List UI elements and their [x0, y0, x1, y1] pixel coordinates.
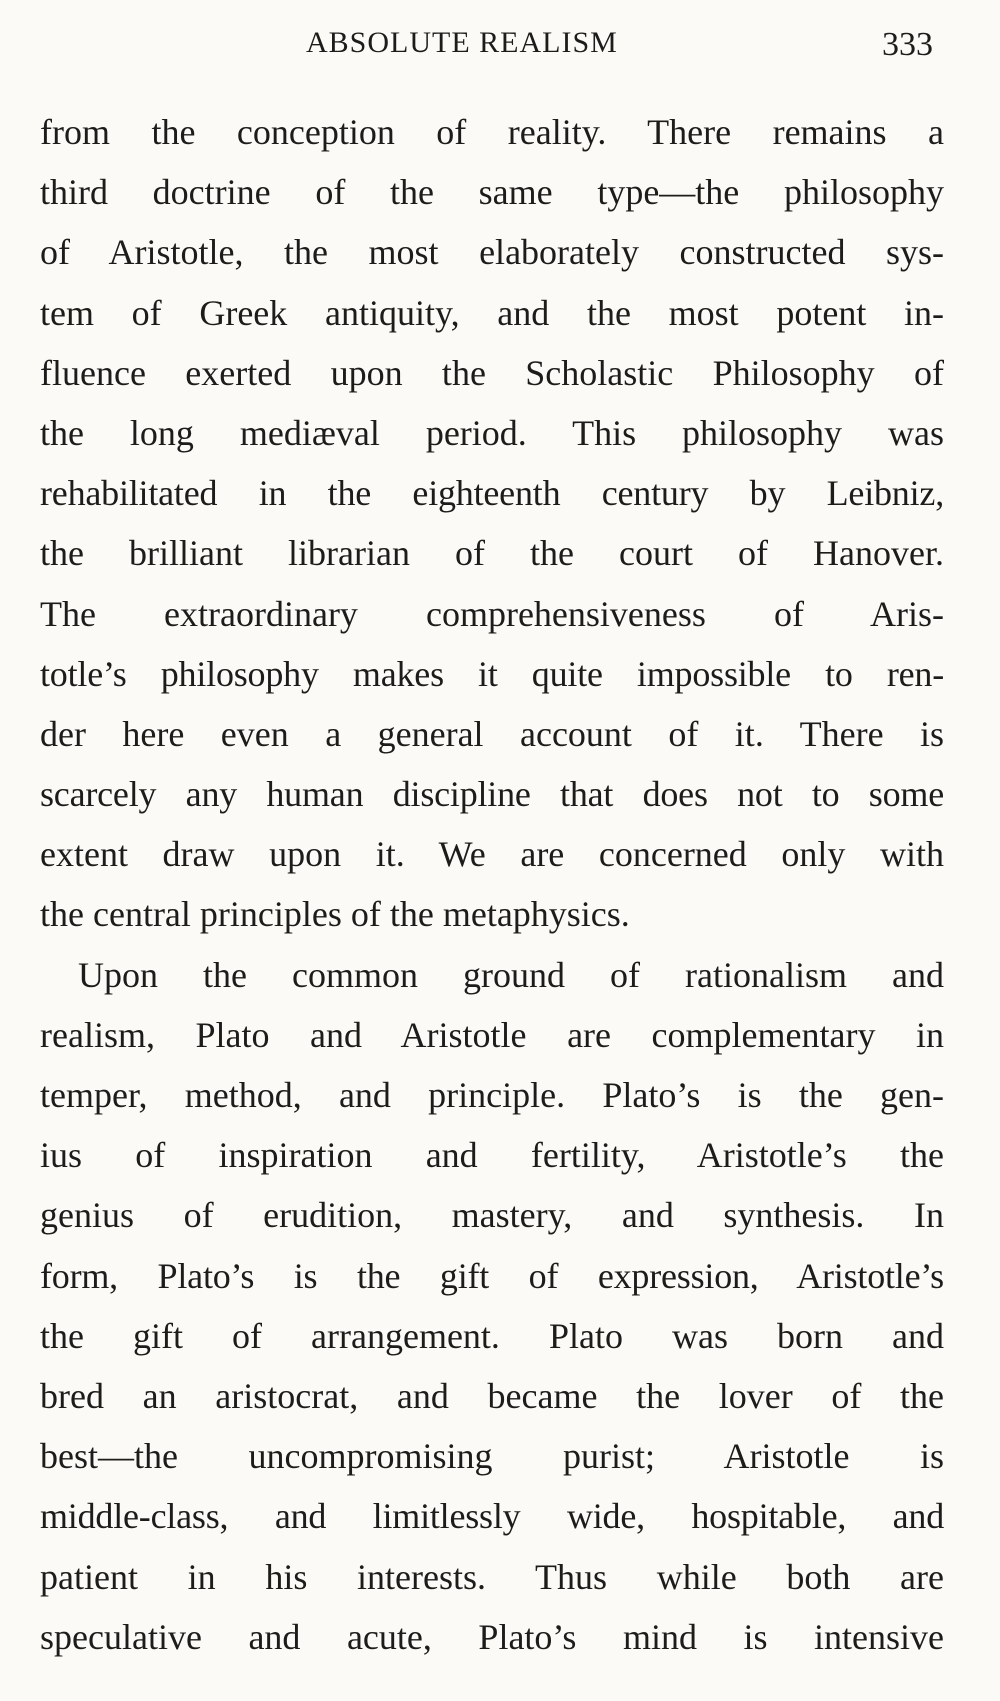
text-line: form, Plato’s is the gift of expression, Aristotle’s: [40, 1255, 944, 1296]
text-line: scarcely any human discipline that does not to some: [40, 774, 944, 815]
text-line: the long mediæval period. This philosophy was: [40, 412, 944, 453]
text-line: rehabilitated in the eighteenth century by Leibniz,: [40, 473, 944, 514]
text-line: genius of erudition, mastery, and synthesis. In: [40, 1195, 944, 1236]
text-line: speculative and acute, Plato’s mind is intensive: [40, 1616, 944, 1657]
paragraph-2: [40, 945, 944, 1667]
page-number: 333: [882, 26, 933, 63]
text-line: the gift of arrangement. Plato was born and: [40, 1315, 944, 1356]
text-line: extent draw upon it. We are concerned only with: [40, 834, 944, 875]
text-line: middle-class, and limitlessly wide, hospitable, and: [40, 1496, 944, 1537]
text-line: Upon the common ground of rationalism and: [78, 954, 944, 995]
text-line: third doctrine of the same type—the philosophy: [40, 172, 944, 213]
text-line: bred an aristocrat, and became the lover of the: [40, 1375, 944, 1416]
text-line: fluence exerted upon the Scholastic Philosophy of: [40, 352, 944, 393]
text-line: temper, method, and principle. Plato’s is the gen-: [40, 1075, 944, 1115]
text-line: from the conception of reality. There remains a: [40, 112, 944, 152]
page-header: [0, 22, 1000, 70]
body-text: [40, 102, 944, 1667]
text-line: realism, Plato and Aristotle are complementary in: [40, 1014, 944, 1055]
paragraph-1: [40, 102, 944, 945]
text-line: der here even a general account of it. There is: [40, 713, 944, 754]
text-line: patient in his interests. Thus while both are: [40, 1556, 944, 1597]
text-line: of Aristotle, the most elaborately constructed sys-: [40, 232, 944, 273]
running-head: ABSOLUTE REALISM: [306, 26, 618, 59]
text-line: tem of Greek antiquity, and the most potent in-: [40, 292, 944, 333]
text-line: ius of inspiration and fertility, Aristotle’s the: [40, 1135, 944, 1176]
text-line: best—the uncompromising purist; Aristotle is: [40, 1436, 944, 1477]
text-line: The extraordinary comprehensiveness of Aris-: [40, 593, 944, 634]
text-line: the central principles of the metaphysics.: [40, 894, 630, 935]
text-line: totle’s philosophy makes it quite impossible to ren-: [40, 653, 944, 694]
text-line: the brilliant librarian of the court of Hanover.: [40, 533, 944, 574]
